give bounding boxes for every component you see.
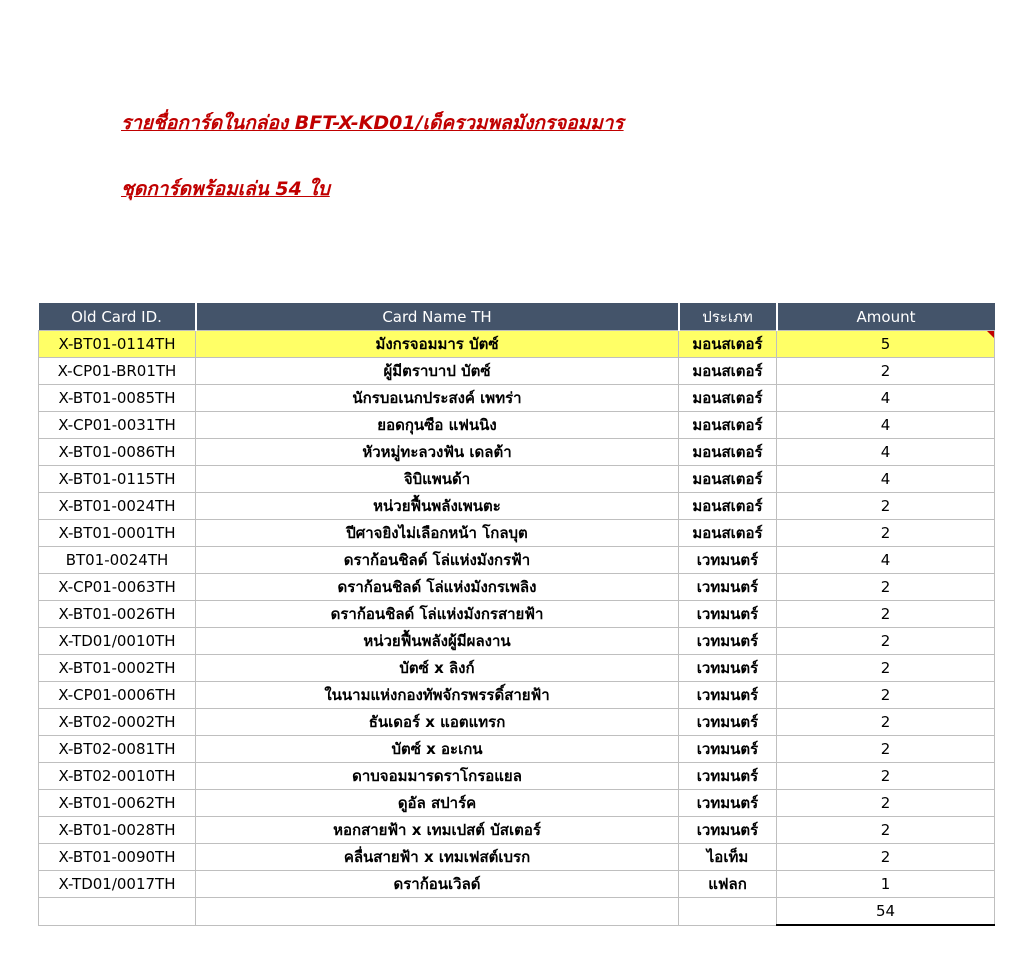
card-amount-cell[interactable]: 2 [777,709,995,736]
card-type-cell[interactable]: มอนสเตอร์ [679,331,777,358]
card-type-cell[interactable]: เวทมนตร์ [679,574,777,601]
table-row[interactable] [39,493,995,520]
card-type-cell[interactable]: เวทมนตร์ [679,682,777,709]
card-amount-cell[interactable]: 1 [777,871,995,898]
card-amount-cell[interactable]: 4 [777,439,995,466]
table-row[interactable] [39,331,995,358]
card-id-cell[interactable]: X-TD01/0010TH [39,628,196,655]
card-type-cell[interactable]: เวทมนตร์ [679,628,777,655]
card-type-cell[interactable]: มอนสเตอร์ [679,412,777,439]
card-name-cell[interactable]: หน่วยฟื้นพลังเพนตะ [196,493,679,520]
card-type-cell[interactable]: เวทมนตร์ [679,601,777,628]
table-row[interactable] [39,358,995,385]
card-type-cell[interactable]: มอนสเตอร์ [679,439,777,466]
card-amount-cell[interactable]: 2 [777,601,995,628]
card-id-cell[interactable]: X-BT01-0001TH [39,520,196,547]
card-amount-cell[interactable]: 2 [777,817,995,844]
card-amount-cell[interactable]: 2 [777,682,995,709]
card-amount-cell[interactable]: 2 [777,790,995,817]
table-row[interactable] [39,412,995,439]
card-name-cell[interactable]: หัวหมู่ทะลวงฟัน เดลต้า [196,439,679,466]
card-amount-cell[interactable]: 2 [777,358,995,385]
card-type-cell[interactable]: เวทมนตร์ [679,763,777,790]
card-name-cell[interactable]: ดราก้อนชิลด์ โล่แห่งมังกรสายฟ้า [196,601,679,628]
column-header-type: ประเภท [679,303,777,331]
table-row[interactable] [39,628,995,655]
table-row[interactable] [39,601,995,628]
card-id-cell[interactable]: X-CP01-0063TH [39,574,196,601]
card-amount-cell[interactable]: 4 [777,547,995,574]
card-name-cell[interactable]: ผู้มีตราบาป บัตซ์ [196,358,679,385]
card-type-cell[interactable]: เวทมนตร์ [679,736,777,763]
card-type-cell[interactable]: เวทมนตร์ [679,547,777,574]
card-amount-cell[interactable]: 2 [777,628,995,655]
card-name-cell[interactable]: ยอดกุนซือ แฟนนิง [196,412,679,439]
card-type-cell[interactable]: เวทมนตร์ [679,655,777,682]
card-name-cell[interactable]: ดูอัล สปาร์ค [196,790,679,817]
card-amount-cell[interactable]: 2 [777,574,995,601]
card-name-cell[interactable]: ธันเดอร์ x แอตแทรก [196,709,679,736]
card-type-cell[interactable]: มอนสเตอร์ [679,358,777,385]
card-amount-cell[interactable] [777,331,995,358]
card-id-cell[interactable]: X-BT01-0090TH [39,844,196,871]
column-header-amount: Amount [777,303,995,331]
card-list-table [38,303,995,926]
table-header-row [39,303,995,331]
table-row[interactable] [39,709,995,736]
card-amount-cell[interactable]: 2 [777,520,995,547]
column-header-old-card-id: Old Card ID. [39,303,196,331]
card-name-cell[interactable]: ดราก้อนเวิลด์ [196,871,679,898]
card-id-cell[interactable]: BT01-0024TH [39,547,196,574]
table-row[interactable] [39,547,995,574]
card-id-cell[interactable]: X-BT01-0026TH [39,601,196,628]
total-row [39,898,995,926]
card-type-cell[interactable]: ไอเท็ม [679,844,777,871]
card-name-cell[interactable]: ดาบจอมมารดราโกรอแยล [196,763,679,790]
table-row[interactable] [39,574,995,601]
card-type-cell[interactable]: มอนสเตอร์ [679,466,777,493]
card-name-cell[interactable]: คลื่นสายฟ้า x เทมเฟสต์เบรก [196,844,679,871]
card-id-cell[interactable]: X-TD01/0017TH [39,871,196,898]
table-row[interactable] [39,844,995,871]
table-row[interactable] [39,763,995,790]
card-id-cell[interactable]: X-BT02-0010TH [39,763,196,790]
card-type-cell[interactable]: เวทมนตร์ [679,790,777,817]
card-id-cell[interactable]: X-BT01-0024TH [39,493,196,520]
card-type-cell[interactable]: มอนสเตอร์ [679,493,777,520]
card-type-cell[interactable]: แฟลก [679,871,777,898]
empty-cell[interactable] [679,898,777,926]
card-id-cell[interactable]: X-BT02-0081TH [39,736,196,763]
card-id-cell[interactable]: X-BT01-0114TH [39,331,196,358]
card-name-cell[interactable]: ในนามแห่งกองทัพจักรพรรดิ์สายฟ้า [196,682,679,709]
table-row[interactable] [39,682,995,709]
card-id-cell[interactable]: X-CP01-0031TH [39,412,196,439]
comment-indicator-icon[interactable] [987,331,994,338]
card-id-cell[interactable]: X-CP01-BR01TH [39,358,196,385]
empty-cell[interactable] [196,898,679,926]
total-amount-cell[interactable]: 54 [777,898,995,926]
table-row[interactable] [39,736,995,763]
table-row[interactable] [39,871,995,898]
card-amount-cell[interactable]: 2 [777,763,995,790]
card-id-cell[interactable]: X-BT01-0062TH [39,790,196,817]
card-id-cell[interactable]: X-BT02-0002TH [39,709,196,736]
card-id-cell[interactable]: X-CP01-0006TH [39,682,196,709]
card-type-cell[interactable]: มอนสเตอร์ [679,385,777,412]
empty-cell[interactable] [39,898,196,926]
card-name-cell[interactable]: บัตซ์ x อะเกน [196,736,679,763]
document-title: รายชื่อการ์ดในกล่อง BFT-X-KD01/เด็ครวมพลมังกรจอมมาร [121,112,624,134]
table-row[interactable] [39,520,995,547]
card-type-cell[interactable]: เวทมนตร์ [679,709,777,736]
card-name-cell[interactable]: ปีศาจยิงไม่เลือกหน้า โกลบุต [196,520,679,547]
card-id-cell[interactable]: X-BT01-0002TH [39,655,196,682]
table-row[interactable] [39,385,995,412]
table-row[interactable] [39,817,995,844]
card-id-cell[interactable]: X-BT01-0086TH [39,439,196,466]
card-amount-cell[interactable]: 4 [777,466,995,493]
card-name-cell[interactable]: ดราก้อนชิลด์ โล่แห่งมังกรฟ้า [196,547,679,574]
card-id-cell[interactable]: X-BT01-0085TH [39,385,196,412]
table-row[interactable] [39,466,995,493]
card-amount-cell[interactable]: 2 [777,493,995,520]
card-type-cell[interactable]: เวทมนตร์ [679,817,777,844]
card-type-cell[interactable]: มอนสเตอร์ [679,520,777,547]
card-amount-cell[interactable]: 2 [777,655,995,682]
card-name-cell[interactable]: มังกรจอมมาร บัตซ์ [196,331,679,358]
table-row[interactable] [39,439,995,466]
column-header-card-name: Card Name TH [196,303,679,331]
card-name-cell[interactable]: หน่วยฟื้นพลังผู้มีผลงาน [196,628,679,655]
card-id-cell[interactable]: X-BT01-0115TH [39,466,196,493]
amount-value: 5 [880,335,891,353]
card-name-cell[interactable]: นักรบอเนกประสงค์ เพทร่า [196,385,679,412]
card-amount-cell[interactable]: 4 [777,385,995,412]
card-name-cell[interactable]: ดราก้อนชิลด์ โล่แห่งมังกรเพลิง [196,574,679,601]
card-amount-cell[interactable]: 4 [777,412,995,439]
table-row[interactable] [39,655,995,682]
document-subtitle: ชุดการ์ดพร้อมเล่น 54 ใบ [121,178,330,200]
card-id-cell[interactable]: X-BT01-0028TH [39,817,196,844]
card-amount-cell[interactable]: 2 [777,736,995,763]
card-name-cell[interactable]: จิบิแพนด้า [196,466,679,493]
table-row[interactable] [39,790,995,817]
card-name-cell[interactable]: หอกสายฟ้า x เทมเปสต์ บัสเตอร์ [196,817,679,844]
card-amount-cell[interactable]: 2 [777,844,995,871]
card-name-cell[interactable]: บัตซ์ x ลิงก์ [196,655,679,682]
